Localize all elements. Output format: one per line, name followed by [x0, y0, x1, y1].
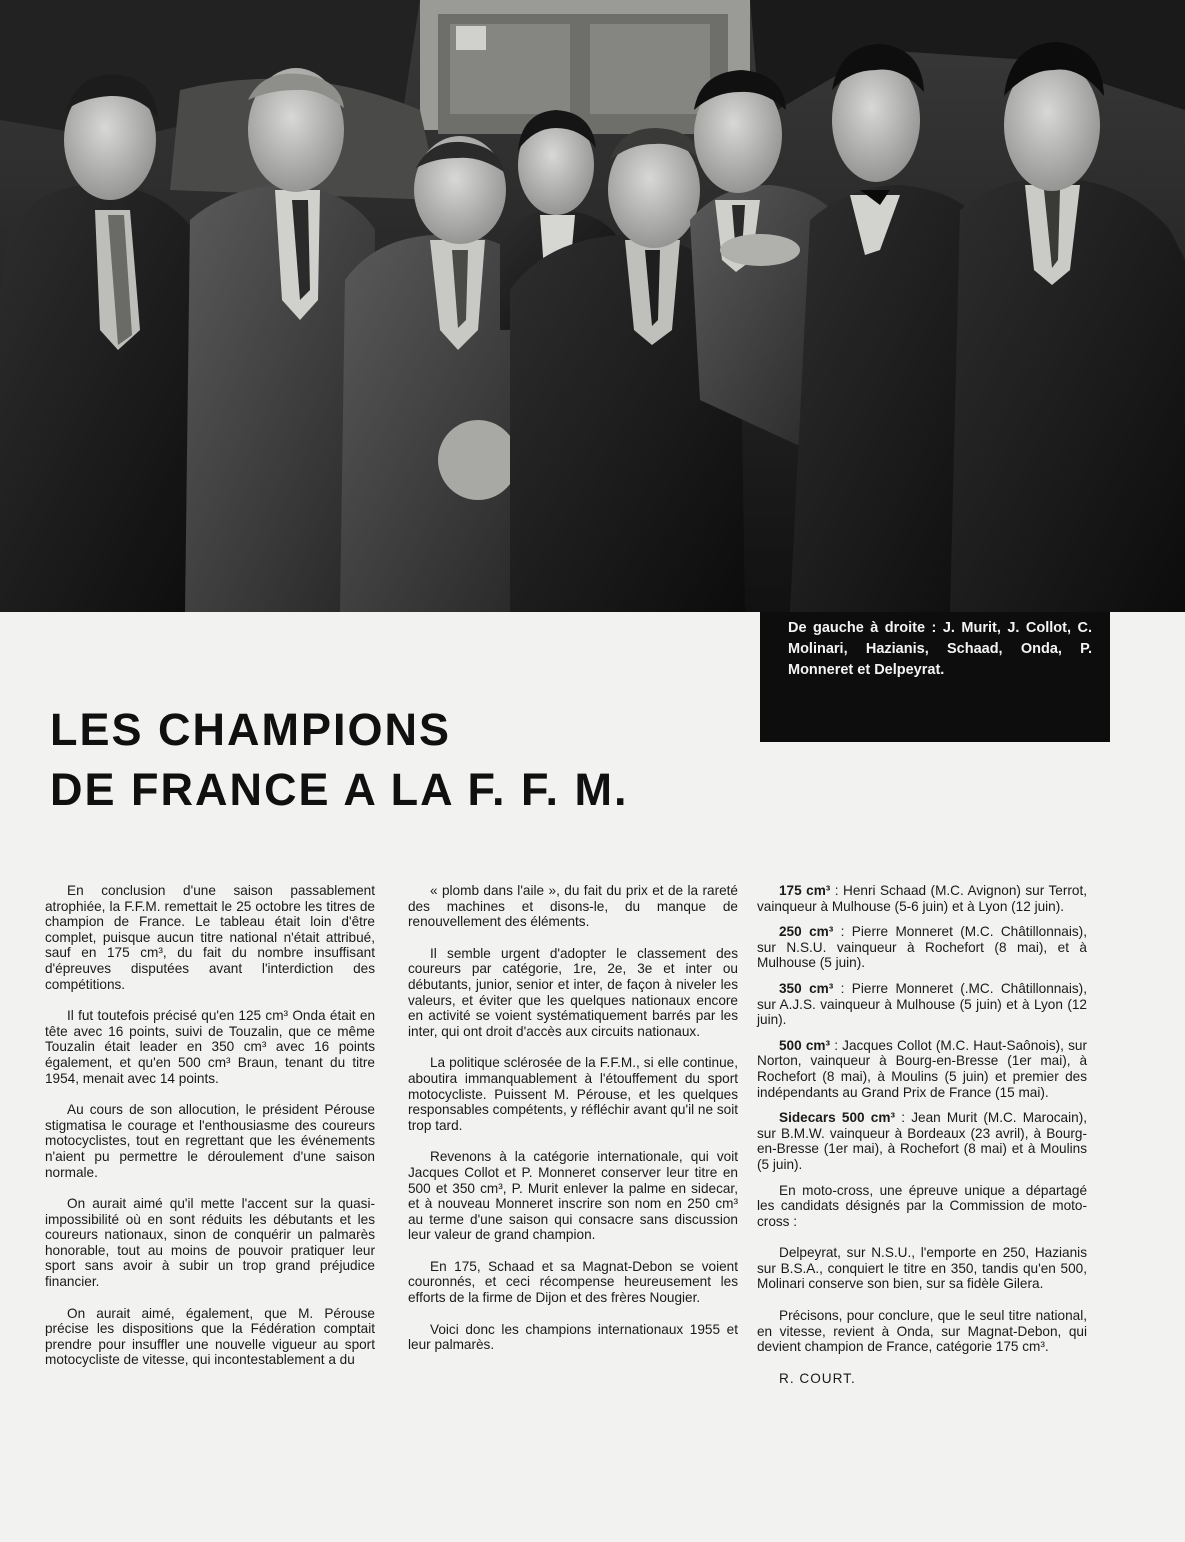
paragraph: Au cours de son allocution, le président Pérouse stigmatisa le courage et l'enthousiasme des coureurs motocyclistes, tout en regrettant que les événements n'aient pu permettre le déroulement d'une saison normale.	[45, 1102, 375, 1180]
paragraph: « plomb dans l'aile », du fait du prix et de la rareté des machines et disons-le, du manque de renouvellement des éléments.	[408, 883, 738, 930]
entry-text: : Pierre Monneret (M.C. Châtillonnais), sur N.S.U. vainqueur à Rochefort (8 mai), et à Mulhouse (5 juin).	[757, 924, 1087, 971]
group-photo	[0, 0, 1185, 612]
author-signature: R. COURT.	[779, 1370, 856, 1386]
entry-text: : Jacques Collot (M.C. Haut-Saônois), sur Norton, vainqueur à Bourg-en-Bresse (1er mai), à Rochefort (8 mai), à Moulins (5 juin) et premier des indépendants au Grand Prix de France (15 mai).	[757, 1037, 1087, 1100]
group-photo-icon	[0, 0, 1185, 612]
entry-text: : Henri Schaad (M.C. Avignon) sur Terrot, vainqueur à Mulhouse (5-6 juin) et à Lyon (12 juin).	[757, 883, 1087, 914]
paragraph: Delpeyrat, sur N.S.U., l'emporte en 250, Hazianis sur B.S.A., conquiert le titre en 350, tandis qu'en 500, Molinari conserve son bien, sur sa fidèle Gilera.	[757, 1245, 1087, 1292]
entry-class: 175 cm³	[779, 883, 831, 898]
article-column-1	[45, 883, 375, 1384]
champion-entry	[757, 883, 1087, 914]
champion-entry	[757, 924, 1087, 971]
article-headline	[50, 700, 770, 820]
paragraph: En moto-cross, une épreuve unique a départagé les candidats désignés par la Commission de moto-cross :	[757, 1182, 1087, 1229]
article-column-2	[408, 883, 738, 1369]
paragraph: La politique sclérosée de la F.F.M., si elle continue, aboutira immanquablement à l'étouffement du sport motocycliste. Puissent M. Pérouse, et les quelques responsables compétents, y réfléchir avant qu'il ne soit trop tard.	[408, 1055, 738, 1133]
article-column-3	[757, 883, 1087, 1402]
photo-caption	[760, 612, 1110, 742]
champion-entry	[757, 981, 1087, 1028]
entry-text: : Pierre Monneret (.MC. Châtillonnais), sur A.J.S. vainqueur à Mulhouse (5 juin) et à Lyon (12 juin).	[757, 980, 1087, 1028]
entry-class: 500 cm³	[779, 1037, 831, 1053]
entry-class: 350 cm³	[779, 980, 834, 996]
entry-class: Sidecars 500 cm³	[779, 1110, 895, 1126]
paragraph: On aurait aimé qu'il mette l'accent sur la quasi-impossibilité où en sont réduits les débutants et les coureurs nationaux, sinon de conquérir un palmarès honorable, tout au moins de pouvoir pratiquer leur sport sans avoir à subir un trop grand préjudice financier.	[45, 1196, 375, 1290]
paragraph: Précisons, pour conclure, que le seul titre national, en vitesse, revient à Onda, sur Magnat-Debon, qui devient champion de France, catégorie 175 cm³.	[757, 1308, 1087, 1355]
paragraph: Il fut toutefois précisé qu'en 125 cm³ Onda était en tête avec 16 points, suivi de Touzalin, que ce même Touzalin était leader en 350 cm³ avec 16 points également, et qu'en 500 cm³ Braun, tenant du titre 1954, menait avec 14 points.	[45, 1008, 375, 1086]
champion-entry	[757, 1110, 1087, 1172]
paragraph: En 175, Schaad et sa Magnat-Debon se voient couronnés, et ceci récompense heureusement les efforts de la firme de Dijon et des frères Nougier.	[408, 1258, 738, 1306]
headline-line-1: LES CHAMPIONS	[50, 704, 452, 755]
headline-line-2: DE FRANCE A LA F. F. M.	[50, 764, 629, 815]
paragraph: Voici donc les champions internationaux 1955 et leur palmarès.	[408, 1321, 738, 1353]
caption-text: De gauche à droite : J. Murit, J. Collot, C. Molinari, Hazianis, Schaad, Onda, P. Monneret et Delpeyrat.	[788, 620, 1092, 678]
paragraph: Il semble urgent d'adopter le classement des coureurs par catégorie, 1re, 2e, 3e et inter ou débutants, junior, senior et inter, de façon à niveler les valeurs, et éviter que les quelques nationaux encore en activité se voient systématiquement barrés par les inter, qui ont droit d'accès aux circuits nationaux.	[408, 945, 738, 1039]
paragraph: On aurait aimé, également, que M. Pérouse précise les dispositions que la Fédération comptait prendre pour insuffler une nouvelle vigueur au sport motocycliste de vitesse, qui incontestablement a du	[45, 1305, 375, 1368]
paragraph: En conclusion d'une saison passablement atrophiée, la F.F.M. remettait le 25 octobre les titres de champion de France. Le tableau était loin d'être complet, puisque aucun titre national n'était attribué, sauf en 175 cm³, du fait du nombre insuffisant d'épreuves disputées avant l'interdiction des compétitions.	[45, 883, 375, 992]
entry-class: 250 cm³	[779, 924, 834, 940]
champion-entry	[757, 1038, 1087, 1100]
entry-text: : Jean Murit (M.C. Marocain), sur B.M.W. vainqueur à Bordeaux (23 avril), à Bourg-en-Bresse (1er mai), à Rochefort (8 mai) et à Moulins (5 juin).	[757, 1110, 1087, 1172]
paragraph: Revenons à la catégorie internationale, qui voit Jacques Collot et P. Monneret conserver leur titre en 500 et 350 cm³, P. Murit enlever la palme en sidecar, et à nouveau Monneret inscrire son nom en 250 cm³ au terme d'une saison qui consacre sans discussion leur valeur de grand champion.	[408, 1149, 738, 1243]
